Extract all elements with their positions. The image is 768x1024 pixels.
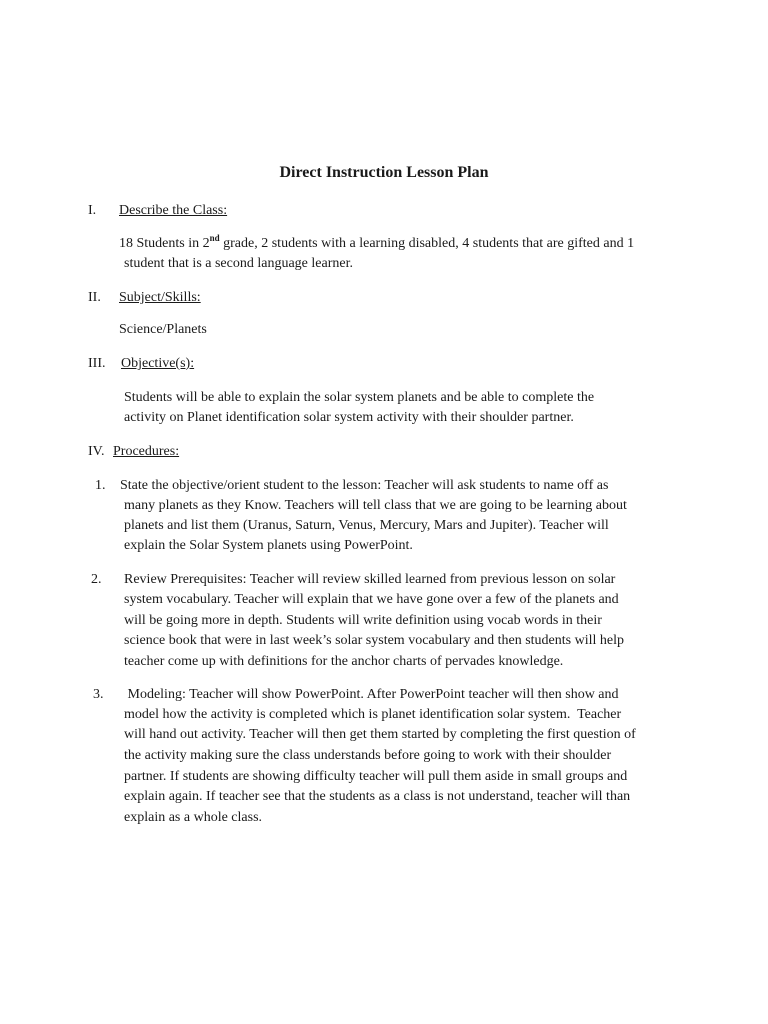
grade-superscript: nd bbox=[209, 233, 220, 243]
section-3-heading: Objective(s): bbox=[121, 356, 195, 371]
procedure-1-line-1: State the objective/orient student to the lesson: Teacher will ask students to name off as bbox=[120, 478, 609, 493]
procedure-2-number: 2. bbox=[91, 572, 102, 587]
procedure-3-line-5: partner. If students are showing difficulty teacher will pull them aside in small groups and bbox=[124, 769, 628, 784]
procedure-3-line-4: the activity making sure the class understands before going to work with their shoulder bbox=[124, 748, 612, 763]
procedure-1-line-3: planets and list them (Uranus, Saturn, Venus, Mercury, Mars and Jupiter). Teacher will bbox=[124, 518, 609, 533]
procedure-3-line-2: model how the activity is completed which is planet identification solar system. Teacher bbox=[124, 707, 622, 722]
procedure-3-line-1: Modeling: Teacher will show PowerPoint. After PowerPoint teacher will then show and bbox=[124, 687, 619, 702]
section-4-heading: Procedures: bbox=[113, 444, 180, 459]
section-1-numeral: I. bbox=[88, 203, 97, 218]
procedure-2-line-2: system vocabulary. Teacher will explain that we have gone over a few of the planets and bbox=[124, 592, 619, 607]
section-1-body-prefix: 18 Students in 2 bbox=[119, 236, 210, 251]
section-1-body-line-1 bbox=[119, 233, 635, 252]
section-4-numeral: IV. bbox=[88, 444, 105, 459]
section-3-numeral: III. bbox=[88, 356, 106, 371]
procedure-2-line-5: teacher come up with definitions for the anchor charts of pervades knowledge. bbox=[124, 654, 564, 669]
section-3-body-line-2: activity on Planet identification solar system activity with their shoulder partner. bbox=[124, 410, 574, 425]
section-1-heading: Describe the Class: bbox=[119, 203, 228, 218]
section-2-numeral: II. bbox=[88, 290, 101, 305]
section-1-body-line-2: student that is a second language learner. bbox=[124, 256, 353, 271]
procedure-3-number: 3. bbox=[93, 687, 104, 702]
procedure-3-line-3: will hand out activity. Teacher will then get them started by completing the first question of bbox=[124, 727, 636, 742]
document-title: Direct Instruction Lesson Plan bbox=[279, 164, 489, 181]
section-3-body-line-1: Students will be able to explain the solar system planets and be able to complete the bbox=[124, 390, 595, 405]
procedure-1-number: 1. bbox=[95, 478, 106, 493]
procedure-2-line-3: will be going more in depth. Students will write definition using vocab words in their bbox=[124, 613, 602, 628]
procedure-3-line-7: explain as a whole class. bbox=[124, 810, 263, 825]
procedure-1-line-2: many planets as they Know. Teachers will tell class that we are going to be learning about bbox=[124, 498, 627, 513]
section-2-heading: Subject/Skills: bbox=[119, 290, 201, 305]
procedure-2-line-4: science book that were in last week’s solar system vocabulary and then students will help bbox=[124, 633, 624, 648]
section-2-body: Science/Planets bbox=[119, 322, 207, 337]
section-1-body-rest: grade, 2 students with a learning disabled, 4 students that are gifted and 1 bbox=[219, 236, 635, 251]
procedure-3-line-6: explain again. If teacher see that the students as a class is not understand, teacher will than bbox=[124, 789, 631, 804]
procedure-2-line-1: Review Prerequisites: Teacher will review skilled learned from previous lesson on solar bbox=[124, 572, 616, 587]
procedure-1-line-4: explain the Solar System planets using PowerPoint. bbox=[124, 538, 413, 553]
